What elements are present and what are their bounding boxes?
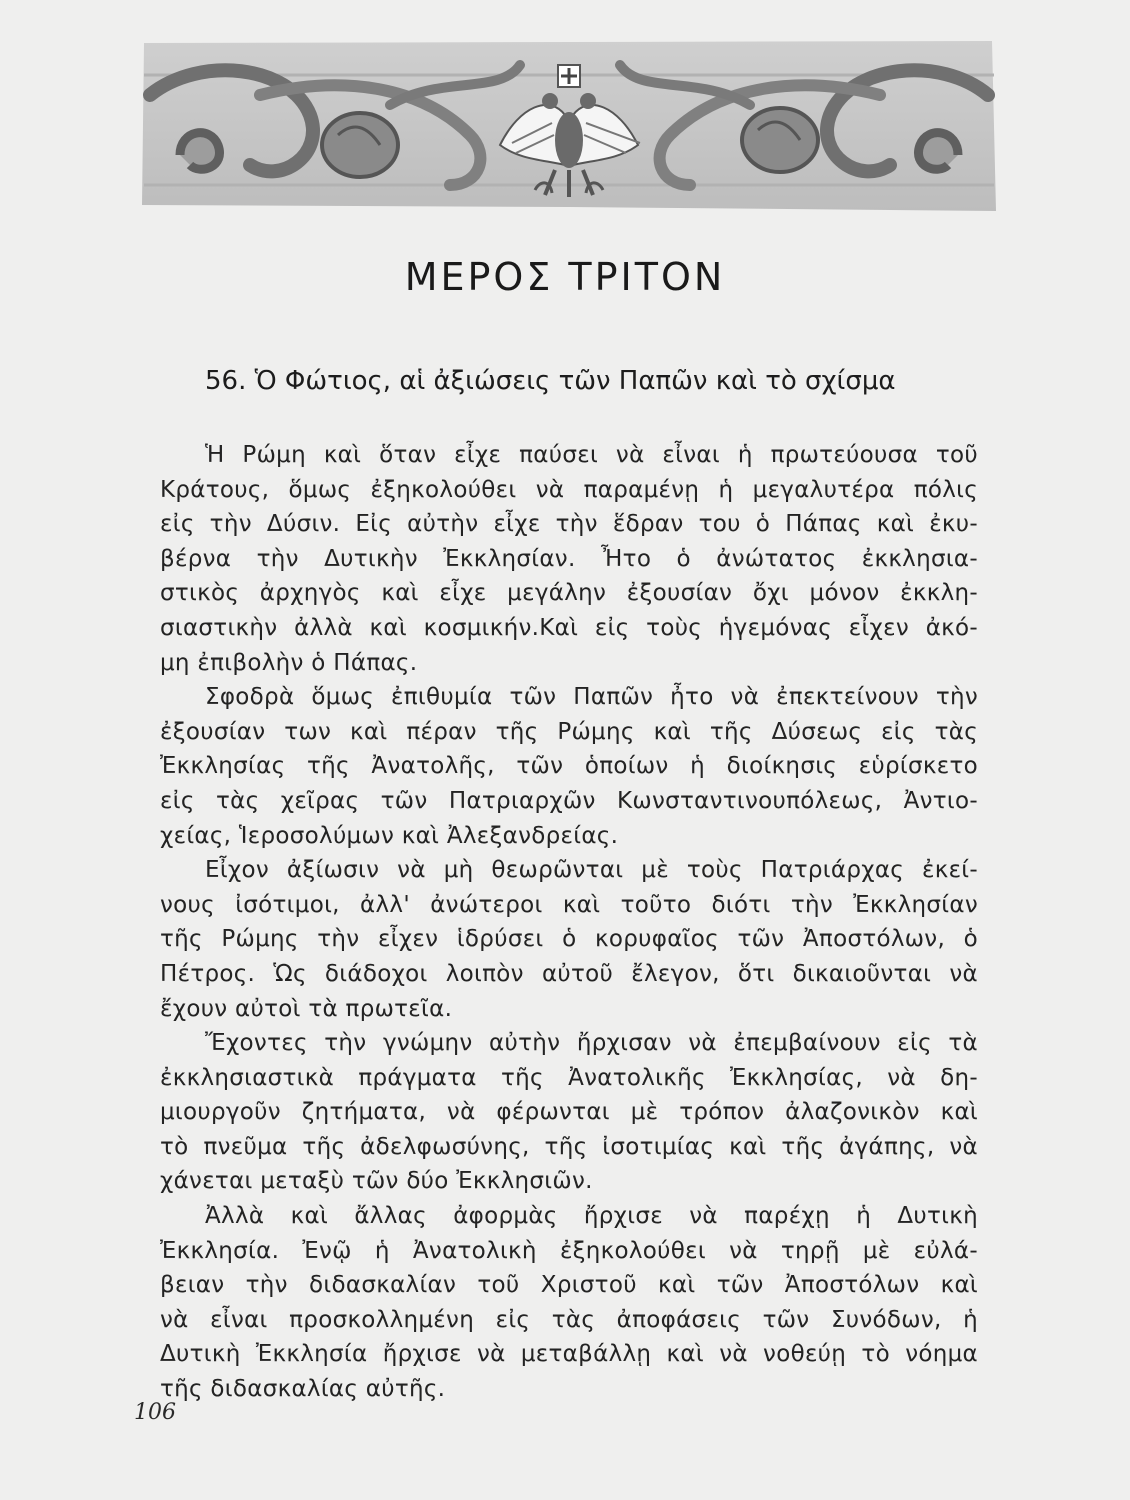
text-line: μιουργοῦν ζητήματα, νὰ φέρωνται μὲ τρόπον ἀλαζονικὸν καὶ xyxy=(160,1099,978,1126)
body-text xyxy=(160,438,978,1407)
text-line: χείας, Ἱεροσολύμων καὶ Ἀλεξανδρείας. xyxy=(160,822,619,849)
text-line: εἰς τὰς χεῖρας τῶν Πατριαρχῶν Κωνσταντινουπόλεως, Ἀντιο- xyxy=(160,787,978,814)
text-line: Ἔχοντες τὴν γνώμην αὐτὴν ἤρχισαν νὰ ἐπεμβαίνουν εἰς τὰ xyxy=(205,1030,978,1057)
text-line: ἐξουσίαν των καὶ πέραν τῆς Ρώμης καὶ τῆς Δύσεως εἰς τὰς xyxy=(160,718,978,745)
text-line: χάνεται μεταξὺ τῶν δύο Ἐκκλησιῶν. xyxy=(160,1168,593,1195)
text-line: νους ἰσότιμοι, ἀλλ' ἀνώτεροι καὶ τοῦτο διότι τὴν Ἐκκλησίαν xyxy=(160,891,978,918)
text-line: εἰς τὴν Δύσιν. Εἰς αὐτὴν εἶχε τὴν ἕδραν του ὁ Πάπας καὶ ἐκυ- xyxy=(160,511,978,538)
text-line: Πέτρος. Ὡς διάδοχοι λοιπὸν αὐτοῦ ἔλεγον, ὅτι δικαιοῦνται νὰ xyxy=(160,960,978,987)
text-line: Ἐκκλησίας τῆς Ἀνατολῆς, τῶν ὁποίων ἡ διοίκησις εὑρίσκετο xyxy=(160,753,978,780)
paragraph xyxy=(160,680,978,853)
text-line: Σφοδρὰ ὅμως ἐπιθυμία τῶν Παπῶν ἦτο νὰ ἐπεκτείνουν τὴν xyxy=(205,684,978,711)
text-line: Ἐκκλησία. Ἐνῷ ἡ Ἀνατολικὴ ἐξηκολούθει νὰ τηρῇ μὲ εὐλά- xyxy=(160,1237,978,1264)
text-line: τῆς Ρώμης τὴν εἶχεν ἱδρύσει ὁ κορυφαῖος τῶν Ἀποστόλων, ὁ xyxy=(160,926,978,953)
text-line: βέρνα τὴν Δυτικὴν Ἐκκλησίαν. Ἦτο ὁ ἀνώτατος ἐκκλησια- xyxy=(160,545,978,572)
text-line: Ἡ Ρώμη καὶ ὅταν εἶχε παύσει νὰ εἶναι ἡ πρωτεύουσα τοῦ xyxy=(205,442,978,468)
text-line: τῆς διδασκαλίας αὐτῆς. xyxy=(160,1376,446,1403)
text-line: βειαν τὴν διδασκαλίαν τοῦ Χριστοῦ καὶ τῶν Ἀποστόλων καὶ xyxy=(160,1272,978,1299)
text-line: Δυτικὴ Ἐκκλησία ἤρχισε νὰ μεταβάλλῃ καὶ νὰ νοθεύῃ τὸ νόημα xyxy=(160,1341,978,1368)
paragraph xyxy=(160,853,978,1026)
text-line: σιαστικὴν ἀλλὰ καὶ κοσμικήν.Καὶ εἰς τοὺς ἡγεμόνας εἶχεν ἀκό- xyxy=(160,614,978,641)
text-line: στικὸς ἀρχηγὸς καὶ εἶχε μεγάλην ἐξουσίαν ὄχι μόνον ἐκκλη- xyxy=(160,580,978,607)
text-line: ἐκκλησιαστικὰ πράγματα τῆς Ἀνατολικῆς Ἐκκλησίας, νὰ δη- xyxy=(160,1064,978,1091)
page-number: 106 xyxy=(134,1400,176,1425)
part-title: ΜΕΡΟΣ ΤΡΙΤΟΝ xyxy=(404,255,726,299)
text-line: τὸ πνεῦμα τῆς ἀδελφωσύνης, τῆς ἰσοτιμίας καὶ τῆς ἀγάπης, νὰ xyxy=(160,1133,978,1160)
double-headed-eagle-icon xyxy=(140,35,998,215)
paragraph xyxy=(160,1026,978,1199)
text-line: ἔχουν αὐτοὶ τὰ πρωτεῖα. xyxy=(160,995,453,1022)
ornamental-headpiece xyxy=(140,35,998,215)
text-line: Κράτους, ὅμως ἐξηκολούθει νὰ παραμένῃ ἡ μεγαλυτέρα πόλις xyxy=(160,476,978,503)
text-line: μη ἐπιβολὴν ὁ Πάπας. xyxy=(160,649,418,676)
section-heading: 56. Ὁ Φώτιος, αἱ ἀξιώσεις τῶν Παπῶν καὶ τὸ σχίσμα xyxy=(205,366,896,396)
text-line: Ἀλλὰ καὶ ἄλλας ἀφορμὰς ἤρχισε νὰ παρέχῃ ἡ Δυτικὴ xyxy=(205,1203,978,1230)
paragraph xyxy=(160,1199,978,1407)
paragraph xyxy=(160,438,978,680)
text-line: νὰ εἶναι προσκολλημένη εἰς τὰς ἀποφάσεις τῶν Συνόδων, ἡ xyxy=(160,1306,978,1333)
text-line: Εἶχον ἀξίωσιν νὰ μὴ θεωρῶνται μὲ τοὺς Πατριάρχας ἐκεί- xyxy=(205,857,978,884)
